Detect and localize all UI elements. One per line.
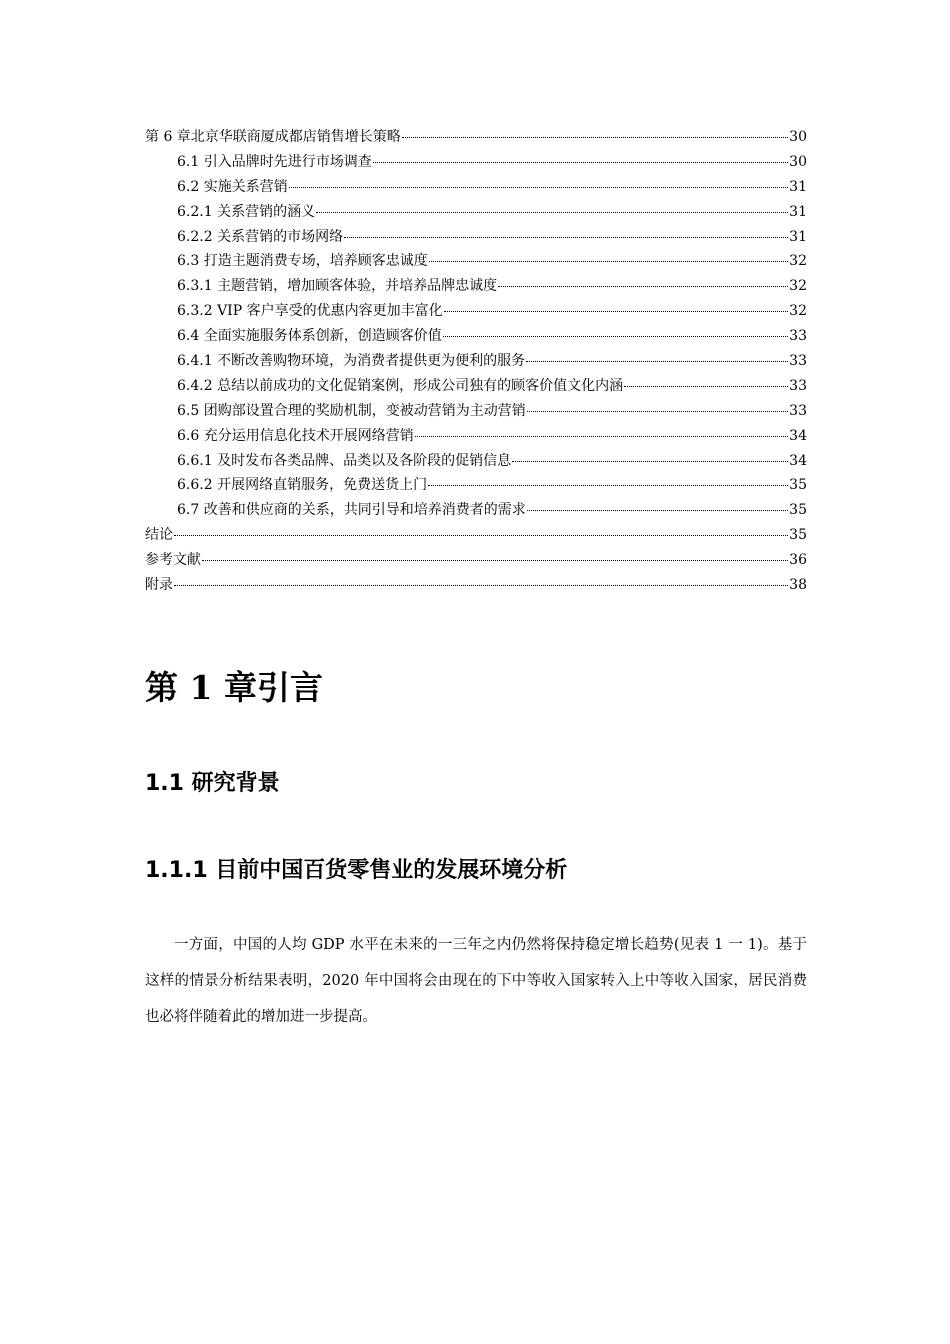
toc-entry[interactable] (145, 250, 807, 275)
toc-entry[interactable] (145, 425, 807, 450)
toc-entry[interactable] (145, 574, 807, 599)
toc-page-number: 36 (789, 552, 807, 569)
toc-entry[interactable] (145, 275, 807, 300)
toc-entry[interactable] (145, 151, 807, 176)
toc-dot-leader (527, 411, 788, 412)
toc-dot-leader (174, 585, 788, 586)
toc-entry-label: 6.7 改善和供应商的关系，共同引导和培养消费者的需求 (177, 502, 526, 519)
toc-entry[interactable] (145, 549, 807, 574)
toc-entry-label: 6.4.1 不断改善购物环境，为消费者提供更为便利的服务 (177, 353, 526, 370)
toc-page-number: 33 (789, 328, 807, 345)
chapter-title: 第 1 章引言 (145, 668, 323, 707)
toc-entry[interactable] (145, 499, 807, 524)
toc-entry-label: 6.4 全面实施服务体系创新，创造顾客价值 (177, 328, 442, 345)
toc-page-number: 34 (789, 427, 807, 444)
toc-entry-label: 6.2.2 关系营销的市场网络 (177, 228, 344, 245)
body-paragraph: 一方面，中国的人均 GDP 水平在未来的一三年之内仍然将保持稳定增长趋势(见表 1 一 1)。基于这样的情景分析结果表明，2020 年中国将会由现在的下中等收入国家转入上中等收入国家，居民消费也必将伴随着此的增加进一步提高。 (145, 937, 807, 1025)
toc-entry-label: 6.3.2 VIP 客户享受的优惠内容更加丰富化 (177, 303, 443, 320)
toc-dot-leader (526, 361, 788, 362)
toc-dot-leader (444, 311, 789, 312)
toc-entry-label: 6.6.1 及时发布各类品牌、品类以及各阶段的促销信息 (177, 452, 512, 469)
toc-entry-label: 6.5 团购部设置合理的奖励机制，变被动营销为主动营销 (177, 402, 526, 419)
section-heading: 1.1 研究背景 (145, 771, 280, 796)
toc-page-number: 35 (789, 527, 807, 544)
toc-entry[interactable] (145, 325, 807, 350)
toc-entry[interactable] (145, 375, 807, 400)
toc-entry[interactable] (145, 450, 807, 475)
toc-dot-leader (429, 261, 788, 262)
toc-dot-leader (174, 535, 788, 536)
toc-page-number: 31 (789, 178, 807, 195)
toc-entry-label: 6.2.1 关系营销的涵义 (177, 203, 316, 220)
toc-dot-leader (316, 212, 788, 213)
toc-dot-leader (624, 386, 788, 387)
toc-entry-label: 6.1 引入品牌时先进行市场调查 (177, 153, 372, 170)
toc-entry[interactable] (145, 400, 807, 425)
toc-page-number: 30 (789, 153, 807, 170)
toc-entry-label: 6.3 打造主题消费专场，培养顾客忠诚度 (177, 253, 428, 270)
subsection-heading: 1.1.1 目前中国百货零售业的发展环境分析 (145, 858, 568, 883)
toc-dot-leader (527, 510, 788, 511)
toc-entry[interactable] (145, 201, 807, 226)
toc-entry-label: 6.6 充分运用信息化技术开展网络营销 (177, 427, 414, 444)
toc-dot-leader (498, 286, 788, 287)
toc-page-number: 33 (789, 402, 807, 419)
toc-entry[interactable] (145, 126, 807, 151)
toc-entry[interactable] (145, 176, 807, 201)
toc-entry-label: 6.2 实施关系营销 (177, 178, 288, 195)
toc-entry-label: 结论 (145, 527, 173, 544)
toc-page-number: 32 (789, 278, 807, 295)
table-of-contents (145, 126, 807, 599)
toc-page-number: 33 (789, 377, 807, 394)
toc-entry-label: 第 6 章北京华联商厦成都店销售增长策略 (145, 129, 401, 145)
toc-page-number: 32 (789, 253, 807, 270)
toc-entry-label: 附录 (145, 577, 173, 594)
toc-entry[interactable] (145, 350, 807, 375)
toc-dot-leader (402, 137, 788, 138)
toc-dot-leader (373, 162, 788, 163)
toc-page-number: 31 (789, 228, 807, 245)
toc-page-number: 32 (789, 303, 807, 320)
toc-dot-leader (344, 237, 788, 238)
toc-page-number: 34 (789, 452, 807, 469)
toc-dot-leader (202, 560, 788, 561)
toc-entry-label: 6.4.2 总结以前成功的文化促销案例，形成公司独有的顾客价值文化内涵 (177, 377, 624, 394)
toc-entry-label: 6.6.2 开展网络直销服务，免费送货上门 (177, 477, 428, 494)
toc-entry[interactable] (145, 226, 807, 251)
toc-entry-label: 6.3.1 主题营销，增加顾客体验，并培养品牌忠诚度 (177, 278, 498, 295)
toc-dot-leader (512, 461, 788, 462)
toc-dot-leader (443, 336, 788, 337)
toc-page-number: 35 (789, 477, 807, 494)
toc-page-number: 30 (789, 129, 807, 145)
toc-page-number: 35 (789, 502, 807, 519)
toc-entry-label: 参考文献 (145, 552, 201, 569)
toc-entry[interactable] (145, 474, 807, 499)
toc-entry[interactable] (145, 300, 807, 325)
toc-dot-leader (428, 485, 788, 486)
toc-page-number: 33 (789, 353, 807, 370)
toc-dot-leader (415, 436, 788, 437)
toc-page-number: 38 (789, 577, 807, 594)
toc-dot-leader (289, 187, 788, 188)
toc-page-number: 31 (789, 203, 807, 220)
toc-entry[interactable] (145, 524, 807, 549)
